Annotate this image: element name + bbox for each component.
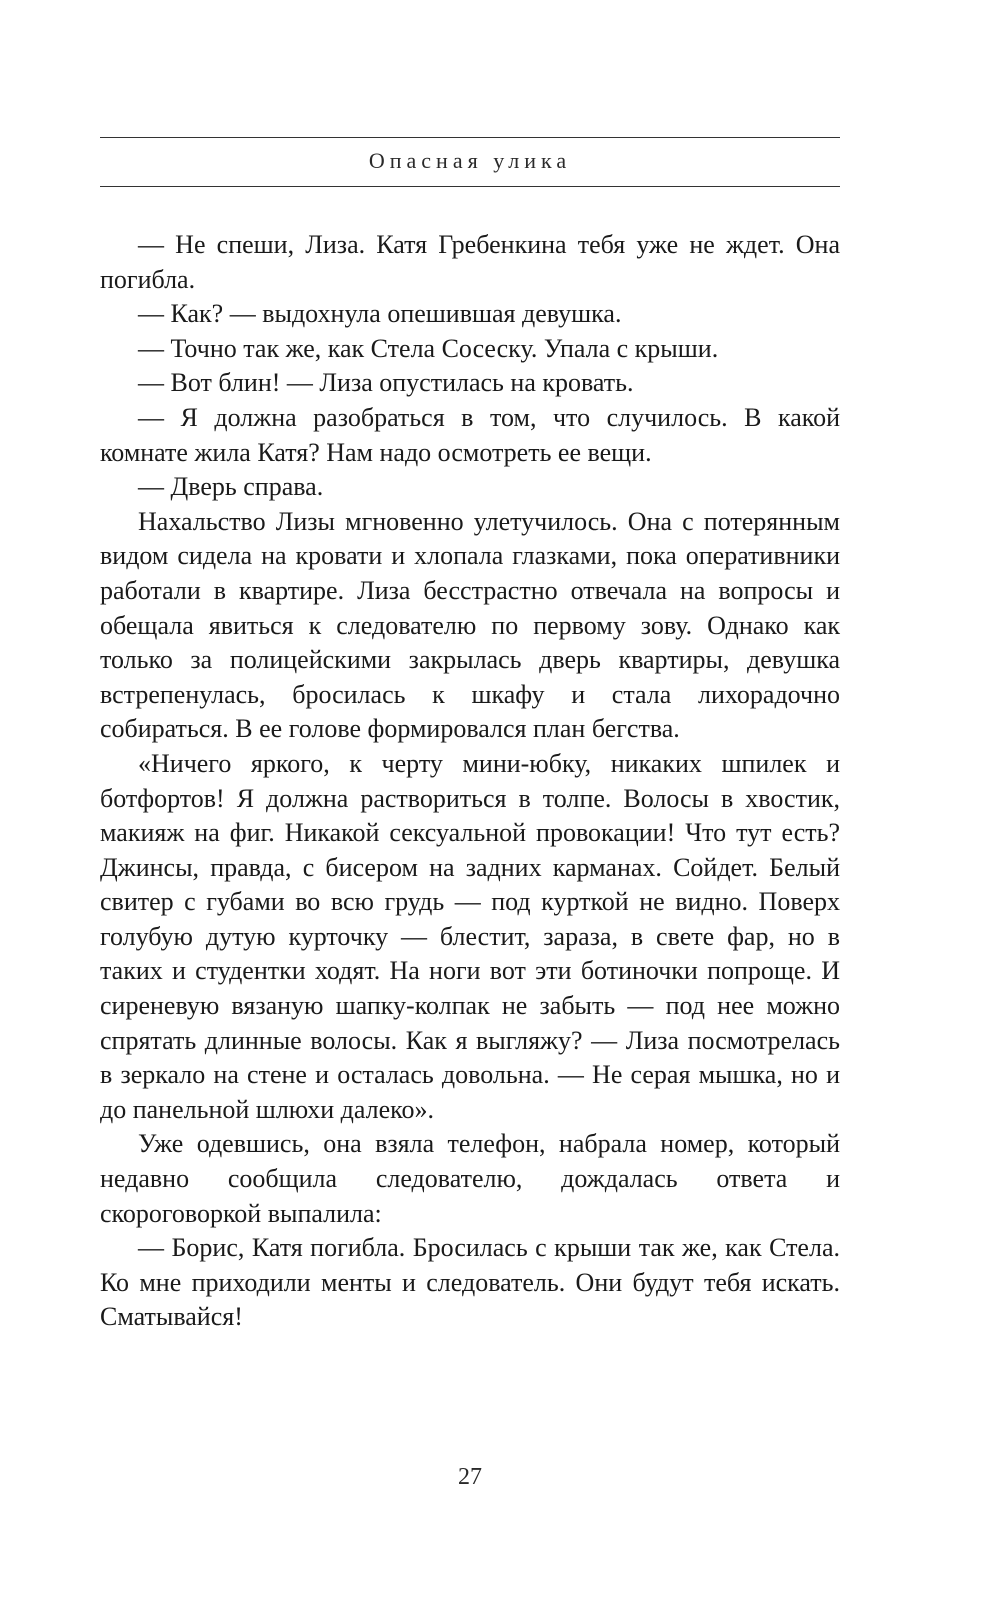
paragraph-9: Уже одевшись, она взяла телефон, набрала номер, который недавно сообщила следователю, дождалась ответа и скороговоркой выпалила: (100, 1129, 840, 1228)
paragraph-10: — Борис, Катя погибла. Бросилась с крыши так же, как Стела. Ко мне приходили менты и следователь. Они будут тебя искать. Сматывайся! (100, 1233, 840, 1332)
paragraph-7: Нахальство Лизы мгновенно улетучилось. Она с потерянным видом сидела на кровати и хлопала глазками, пока оперативники работали в квартире. Лиза бесстрастно отвечала на вопросы и обещала явиться к следователю по первому зову. Однако как только за полицейскими закрылась дверь квартиры, девушка встрепенулась, бросилась к шкафу и стала лихорадочно собираться. В ее голове формировался план бегства. (100, 506, 840, 744)
running-head (100, 137, 840, 187)
running-head-title: Опасная улика (368, 148, 572, 173)
paragraph-8: «Ничего яркого, к черту мини-юбку, никаких шпилек и ботфортов! Я должна раствориться в толпе. Волосы в хвостик, макияж на фиг. Никакой сексуальной провокации! Что тут есть? Джинсы, правда, с бисером на задних карманах. Сойдет. Белый свитер с губами во всю грудь — под курткой не видно. Поверх голубую дутую курточку — блестит, зараза, в свете фар, но в таких и студентки ходят. На ноги вот эти ботиночки попроще. И сиреневую вязаную шапку-колпак не забыть — под нее можно спрятать длинные волосы. Как я выгляжу? — Лиза посмотрелась в зеркало на стене и осталась довольна. — Не серая мышка, но и до панельной шлюхи далеко». (100, 748, 840, 1124)
paragraph-5: — Я должна разобраться в том, что случилось. В какой комнате жила Катя? Нам надо осмотреть ее вещи. (100, 402, 840, 467)
paragraph-2: — Как? — выдохнула опешившая девушка. (138, 299, 622, 329)
paragraph-4: — Вот блин! — Лиза опустилась на кровать. (138, 368, 634, 398)
paragraph-1: — Не спеши, Лиза. Катя Гребенкина тебя уже не ждет. Она погибла. (100, 230, 840, 294)
body-text (100, 228, 840, 1335)
page-number: 27 (458, 1464, 482, 1490)
paragraph-6: — Дверь справа. (138, 472, 324, 502)
book-page (100, 0, 840, 1616)
paragraph-3: — Точно так же, как Стела Сосеску. Упала с крыши. (138, 333, 719, 363)
